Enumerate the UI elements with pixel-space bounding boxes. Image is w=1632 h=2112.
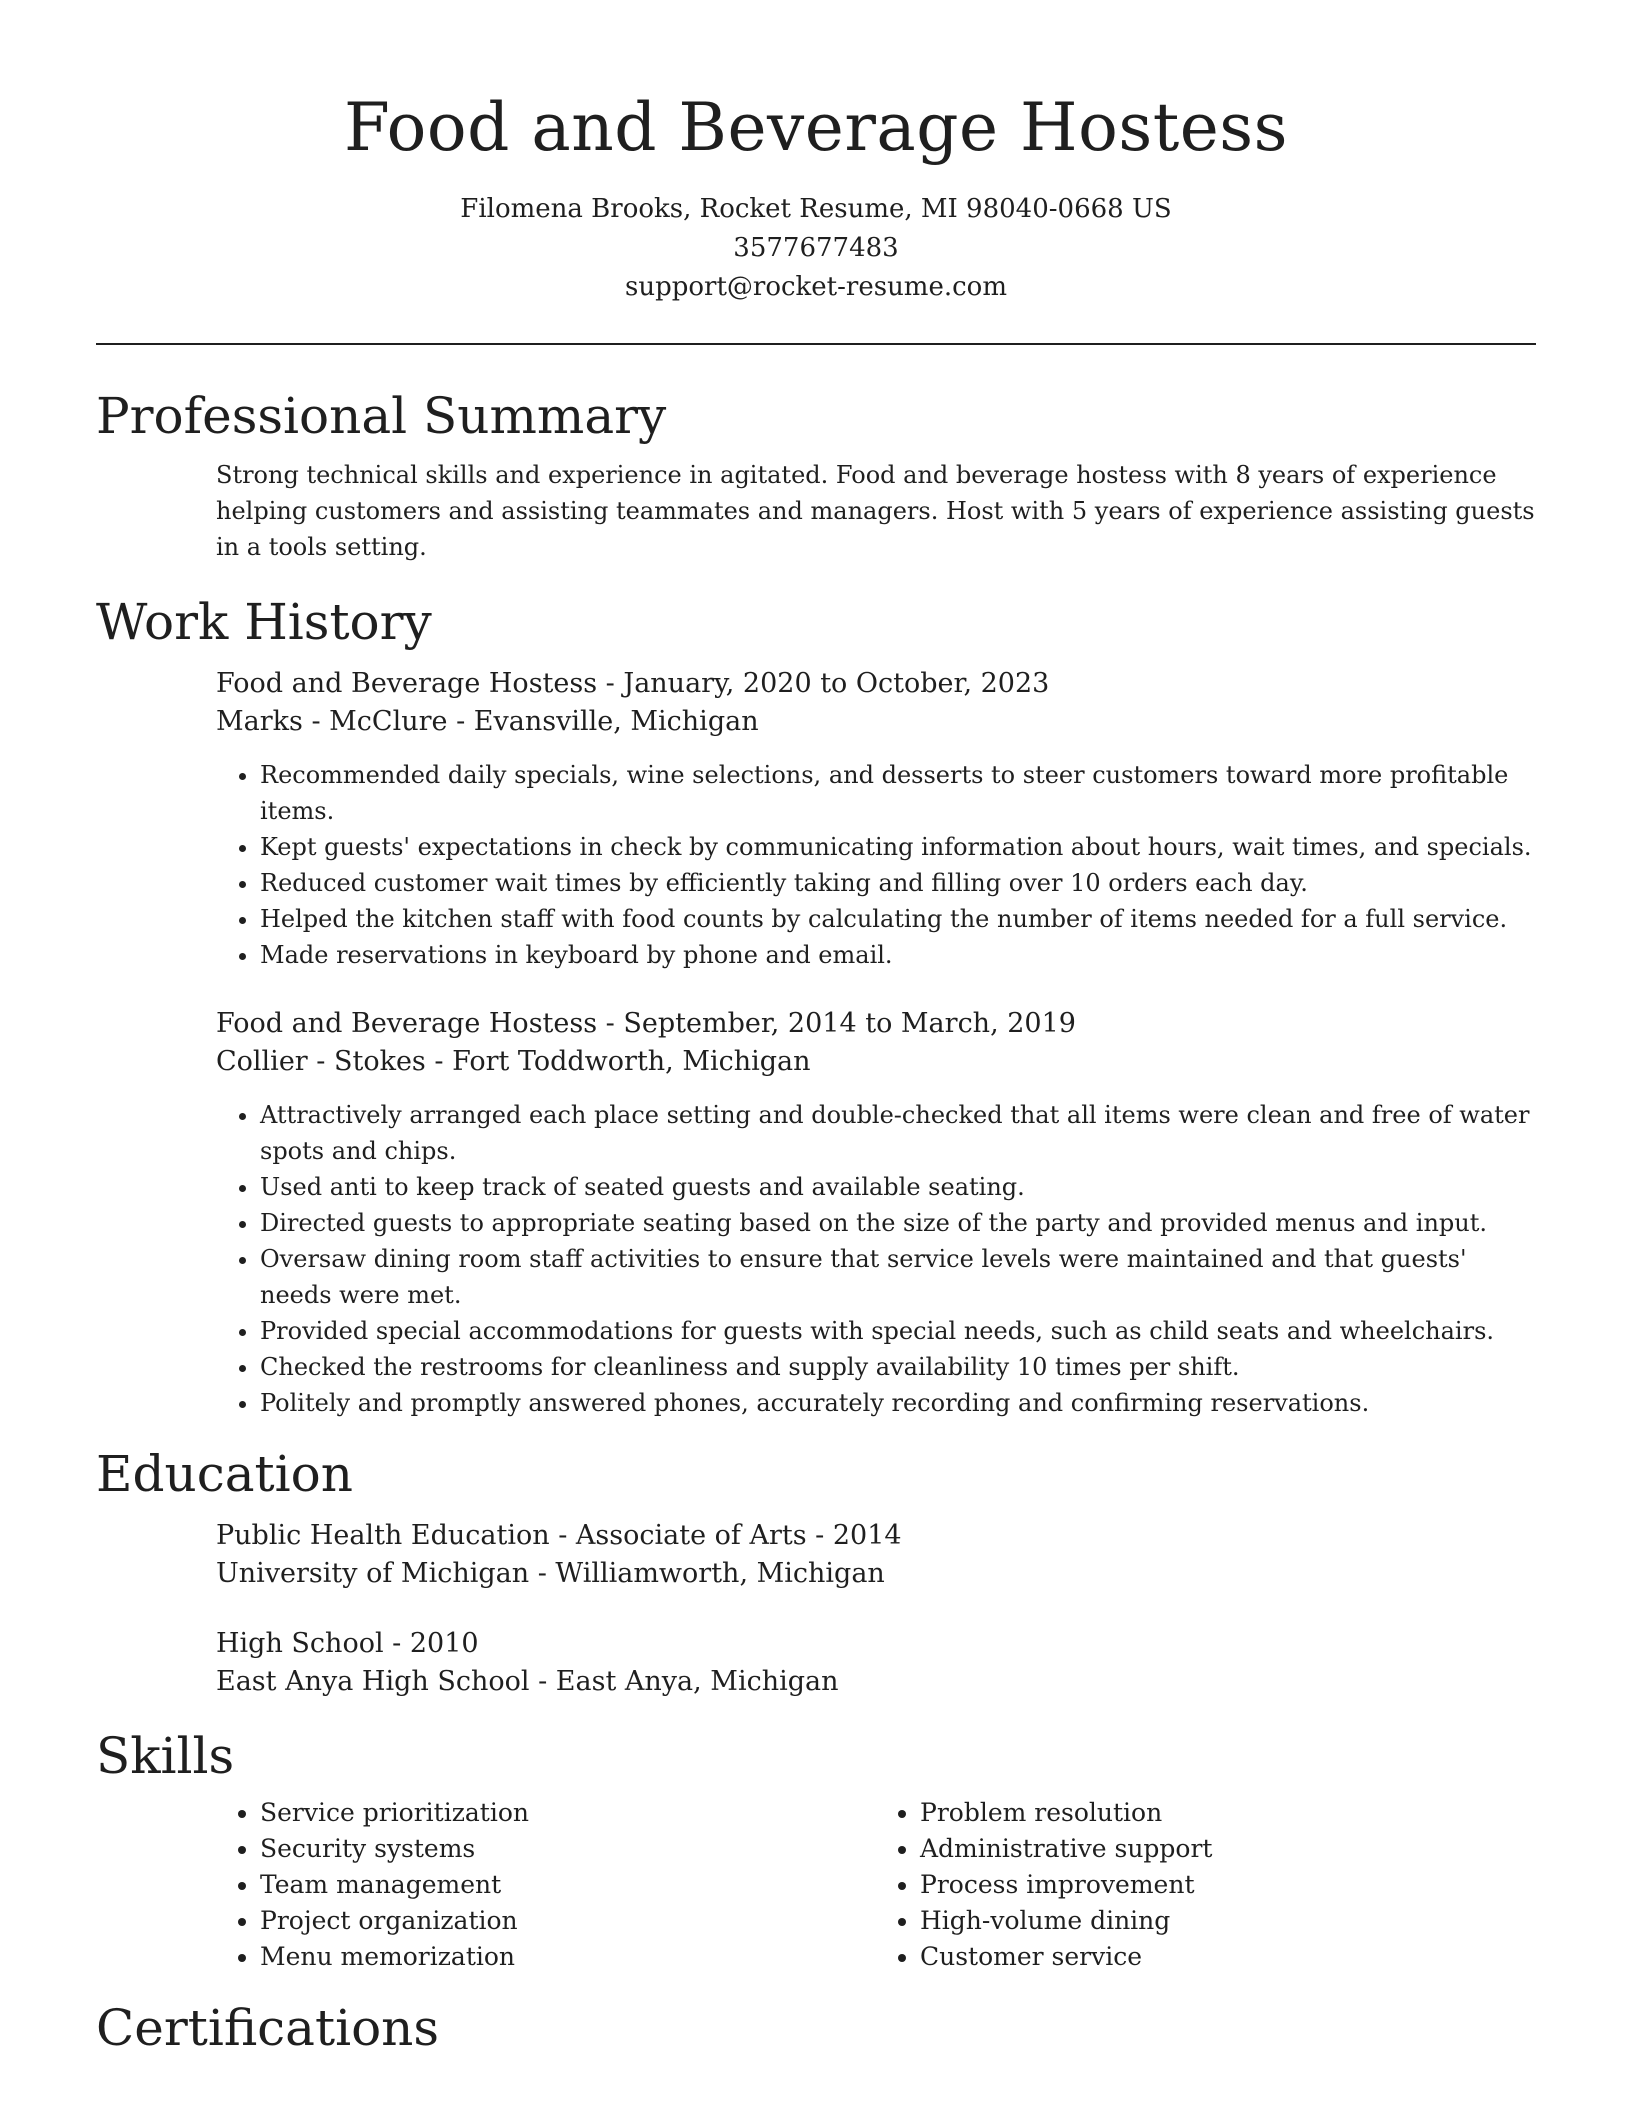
resume-header (96, 0, 1536, 307)
list-item: • Project organization (260, 1903, 876, 1939)
education-title: Education (96, 1445, 353, 1503)
certifications-section (96, 1997, 1536, 2059)
work-history-section (96, 591, 1536, 1421)
list-item: • Directed guests to appropriate seating based on the size of the party and provided menus and input. (260, 1205, 1536, 1241)
education-degree: Public Health Education - Associate of Arts - 2014 (216, 1520, 902, 1551)
list-item: • Made reservations in keyboard by phone and email. (260, 937, 1536, 973)
list-item: • Customer service (920, 1939, 1536, 1975)
list-item: • Attractively arranged each place setting and double-checked that all items were clean and free of water spots and chips. (260, 1097, 1536, 1169)
contact-block (96, 190, 1536, 307)
list-item: • Politely and promptly answered phones, accurately recording and confirming reservations. (260, 1385, 1536, 1421)
list-item: • Problem resolution (920, 1795, 1536, 1831)
contact-phone: 3577677483 (733, 233, 899, 263)
skills-column-right (876, 1795, 1536, 1975)
work-history-title: Work History (96, 593, 432, 651)
certifications-title: Certifications (96, 1999, 440, 2057)
list-item: • Oversaw dining room staff activities to ensure that service levels were maintained and that guests' needs were met. (260, 1241, 1536, 1313)
skills-grid (216, 1795, 1536, 1975)
skills-section (96, 1725, 1536, 1975)
skills-title: Skills (96, 1727, 235, 1785)
summary-text: Strong technical skills and experience in agitated. Food and beverage hostess with 8 years of experience helping customers and assisting teammates and managers. Host with 5 years of experience assisting guests in a tools setting. (216, 461, 1535, 561)
list-item: • Menu memorization (260, 1939, 876, 1975)
education-entry (216, 1625, 1536, 1701)
job-employer: Marks - McClure - Evansville, Michigan (216, 706, 759, 737)
job-bullets (216, 757, 1536, 973)
list-item: • Helped the kitchen staff with food counts by calculating the number of items needed for a full service. (260, 901, 1536, 937)
job-title-dates: Food and Beverage Hostess - January, 2020 to October, 2023 (216, 668, 1050, 699)
list-item: • Used anti to keep track of seated guests and available seating. (260, 1169, 1536, 1205)
contact-email: support@rocket-resume.com (624, 272, 1007, 302)
education-school: University of Michigan - Williamworth, Michigan (216, 1558, 885, 1589)
header-divider (96, 343, 1536, 345)
list-item: • Reduced customer wait times by efficiently taking and filling over 10 orders each day. (260, 865, 1536, 901)
education-entry (216, 1517, 1536, 1593)
job-employer: Collier - Stokes - Fort Toddworth, Michigan (216, 1046, 811, 1077)
list-item: • Process improvement (920, 1867, 1536, 1903)
list-item: • High-volume dining (920, 1903, 1536, 1939)
contact-address: Filomena Brooks, Rocket Resume, MI 98040-0668 US (460, 194, 1172, 224)
list-item: • Administrative support (920, 1831, 1536, 1867)
education-school: East Anya High School - East Anya, Michigan (216, 1666, 839, 1697)
education-section (96, 1443, 1536, 1701)
list-item: • Security systems (260, 1831, 876, 1867)
job-entry (216, 1005, 1536, 1421)
list-item: • Checked the restrooms for cleanliness and supply availability 10 times per shift. (260, 1349, 1536, 1385)
list-item: • Service prioritization (260, 1795, 876, 1831)
list-item: • Kept guests' expectations in check by communicating information about hours, wait times, and specials. (260, 829, 1536, 865)
skills-column-left (216, 1795, 876, 1975)
resume-page (96, 0, 1536, 2059)
job-title-dates: Food and Beverage Hostess - September, 2014 to March, 2019 (216, 1008, 1076, 1039)
list-item: • Provided special accommodations for guests with special needs, such as child seats and wheelchairs. (260, 1313, 1536, 1349)
list-item: • Team management (260, 1867, 876, 1903)
summary-title: Professional Summary (96, 387, 667, 445)
summary-section (96, 385, 1536, 565)
list-item: • Recommended daily specials, wine selections, and desserts to steer customers toward more profitable items. (260, 757, 1536, 829)
job-bullets (216, 1097, 1536, 1421)
job-entry (216, 665, 1536, 973)
education-degree: High School - 2010 (216, 1628, 479, 1659)
resume-name: Food and Beverage Hostess (343, 89, 1289, 166)
